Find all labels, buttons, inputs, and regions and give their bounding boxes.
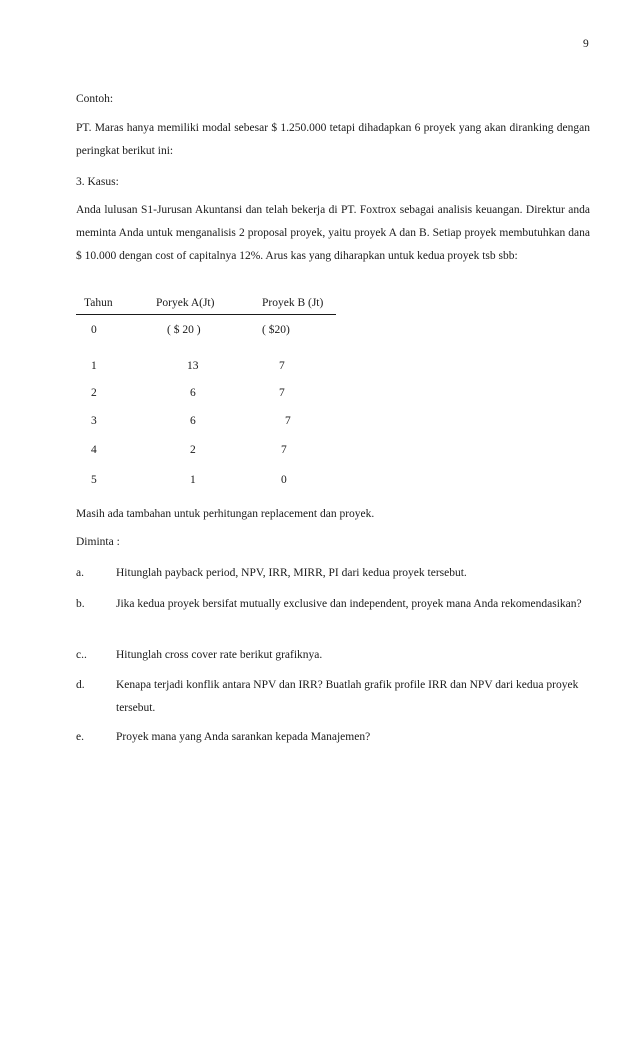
case-label: 3. Kasus: (76, 176, 119, 188)
question-label: b. (76, 598, 85, 610)
table-cell-year: 5 (91, 474, 97, 486)
table-header-project-b: Proyek B (Jt) (262, 297, 324, 309)
table-cell-project-a: 6 (190, 387, 196, 399)
table-cell-project-b: 7 (279, 387, 285, 399)
table-cell-year: 3 (91, 415, 97, 427)
table-cell-project-a: 13 (187, 360, 199, 372)
table-cell-project-b: 7 (279, 360, 285, 372)
table-cell-project-b: 7 (281, 444, 287, 456)
table-cell-year: 4 (91, 444, 97, 456)
example-label: Contoh: (76, 93, 114, 105)
question-text: Hitunglah payback period, NPV, IRR, MIRR, PI dari kedua proyek tersebut. (116, 567, 467, 579)
question-label: e. (76, 731, 84, 743)
example-text: PT. Maras hanya memiliki modal sebesar $ 1.250.000 tetapi dihadapkan 6 proyek yang akan diranking dengan peringkat berikut ini: (76, 122, 590, 157)
question-label: c.. (76, 649, 87, 661)
table-cell-project-b: 7 (285, 415, 291, 427)
page-number: 9 (583, 38, 589, 50)
question-label: a. (76, 567, 84, 579)
table-header-project-a: Poryek A(Jt) (156, 297, 215, 309)
asked-label: Diminta : (76, 536, 120, 548)
table-cell-year: 2 (91, 387, 97, 399)
question-text: Hitunglah cross cover rate berikut grafiknya. (116, 649, 323, 661)
table-cell-project-b: ( $20) (262, 324, 290, 336)
question-text: Proyek mana yang Anda sarankan kepada Manajemen? (116, 731, 371, 743)
table-cell-project-a: 6 (190, 415, 196, 427)
case-text: Anda lulusan S1-Jurusan Akuntansi dan telah bekerja di PT. Foxtrox sebagai analisis keuangan. Direktur anda meminta Anda untuk menganalisis 2 proposal proyek, yaitu proyek A dan B. Setiap proyek membutuhkan dana $ 10.000 dengan cost of capitalnya 12%. Arus kas yang diharapkan untuk kedua proyek tsb sbb: (76, 204, 590, 262)
table-cell-project-a: ( $ 20 ) (167, 324, 201, 336)
table-cell-project-a: 1 (190, 474, 196, 486)
table-cell-year: 1 (91, 360, 97, 372)
question-text: Kenapa terjadi konflik antara NPV dan IRR? Buatlah grafik profile IRR dan NPV dari kedua proyek tersebut. (116, 679, 579, 714)
table-cell-project-a: 2 (190, 444, 196, 456)
question-label: d. (76, 679, 85, 691)
table-cell-project-b: 0 (281, 474, 287, 486)
table-header-year: Tahun (84, 297, 113, 309)
table-cell-year: 0 (91, 324, 97, 336)
note-text: Masih ada tambahan untuk perhitungan replacement dan proyek. (76, 508, 375, 520)
question-text: Jika kedua proyek bersifat mutually exclusive dan independent, proyek mana Anda rekomendasikan? (116, 598, 582, 610)
